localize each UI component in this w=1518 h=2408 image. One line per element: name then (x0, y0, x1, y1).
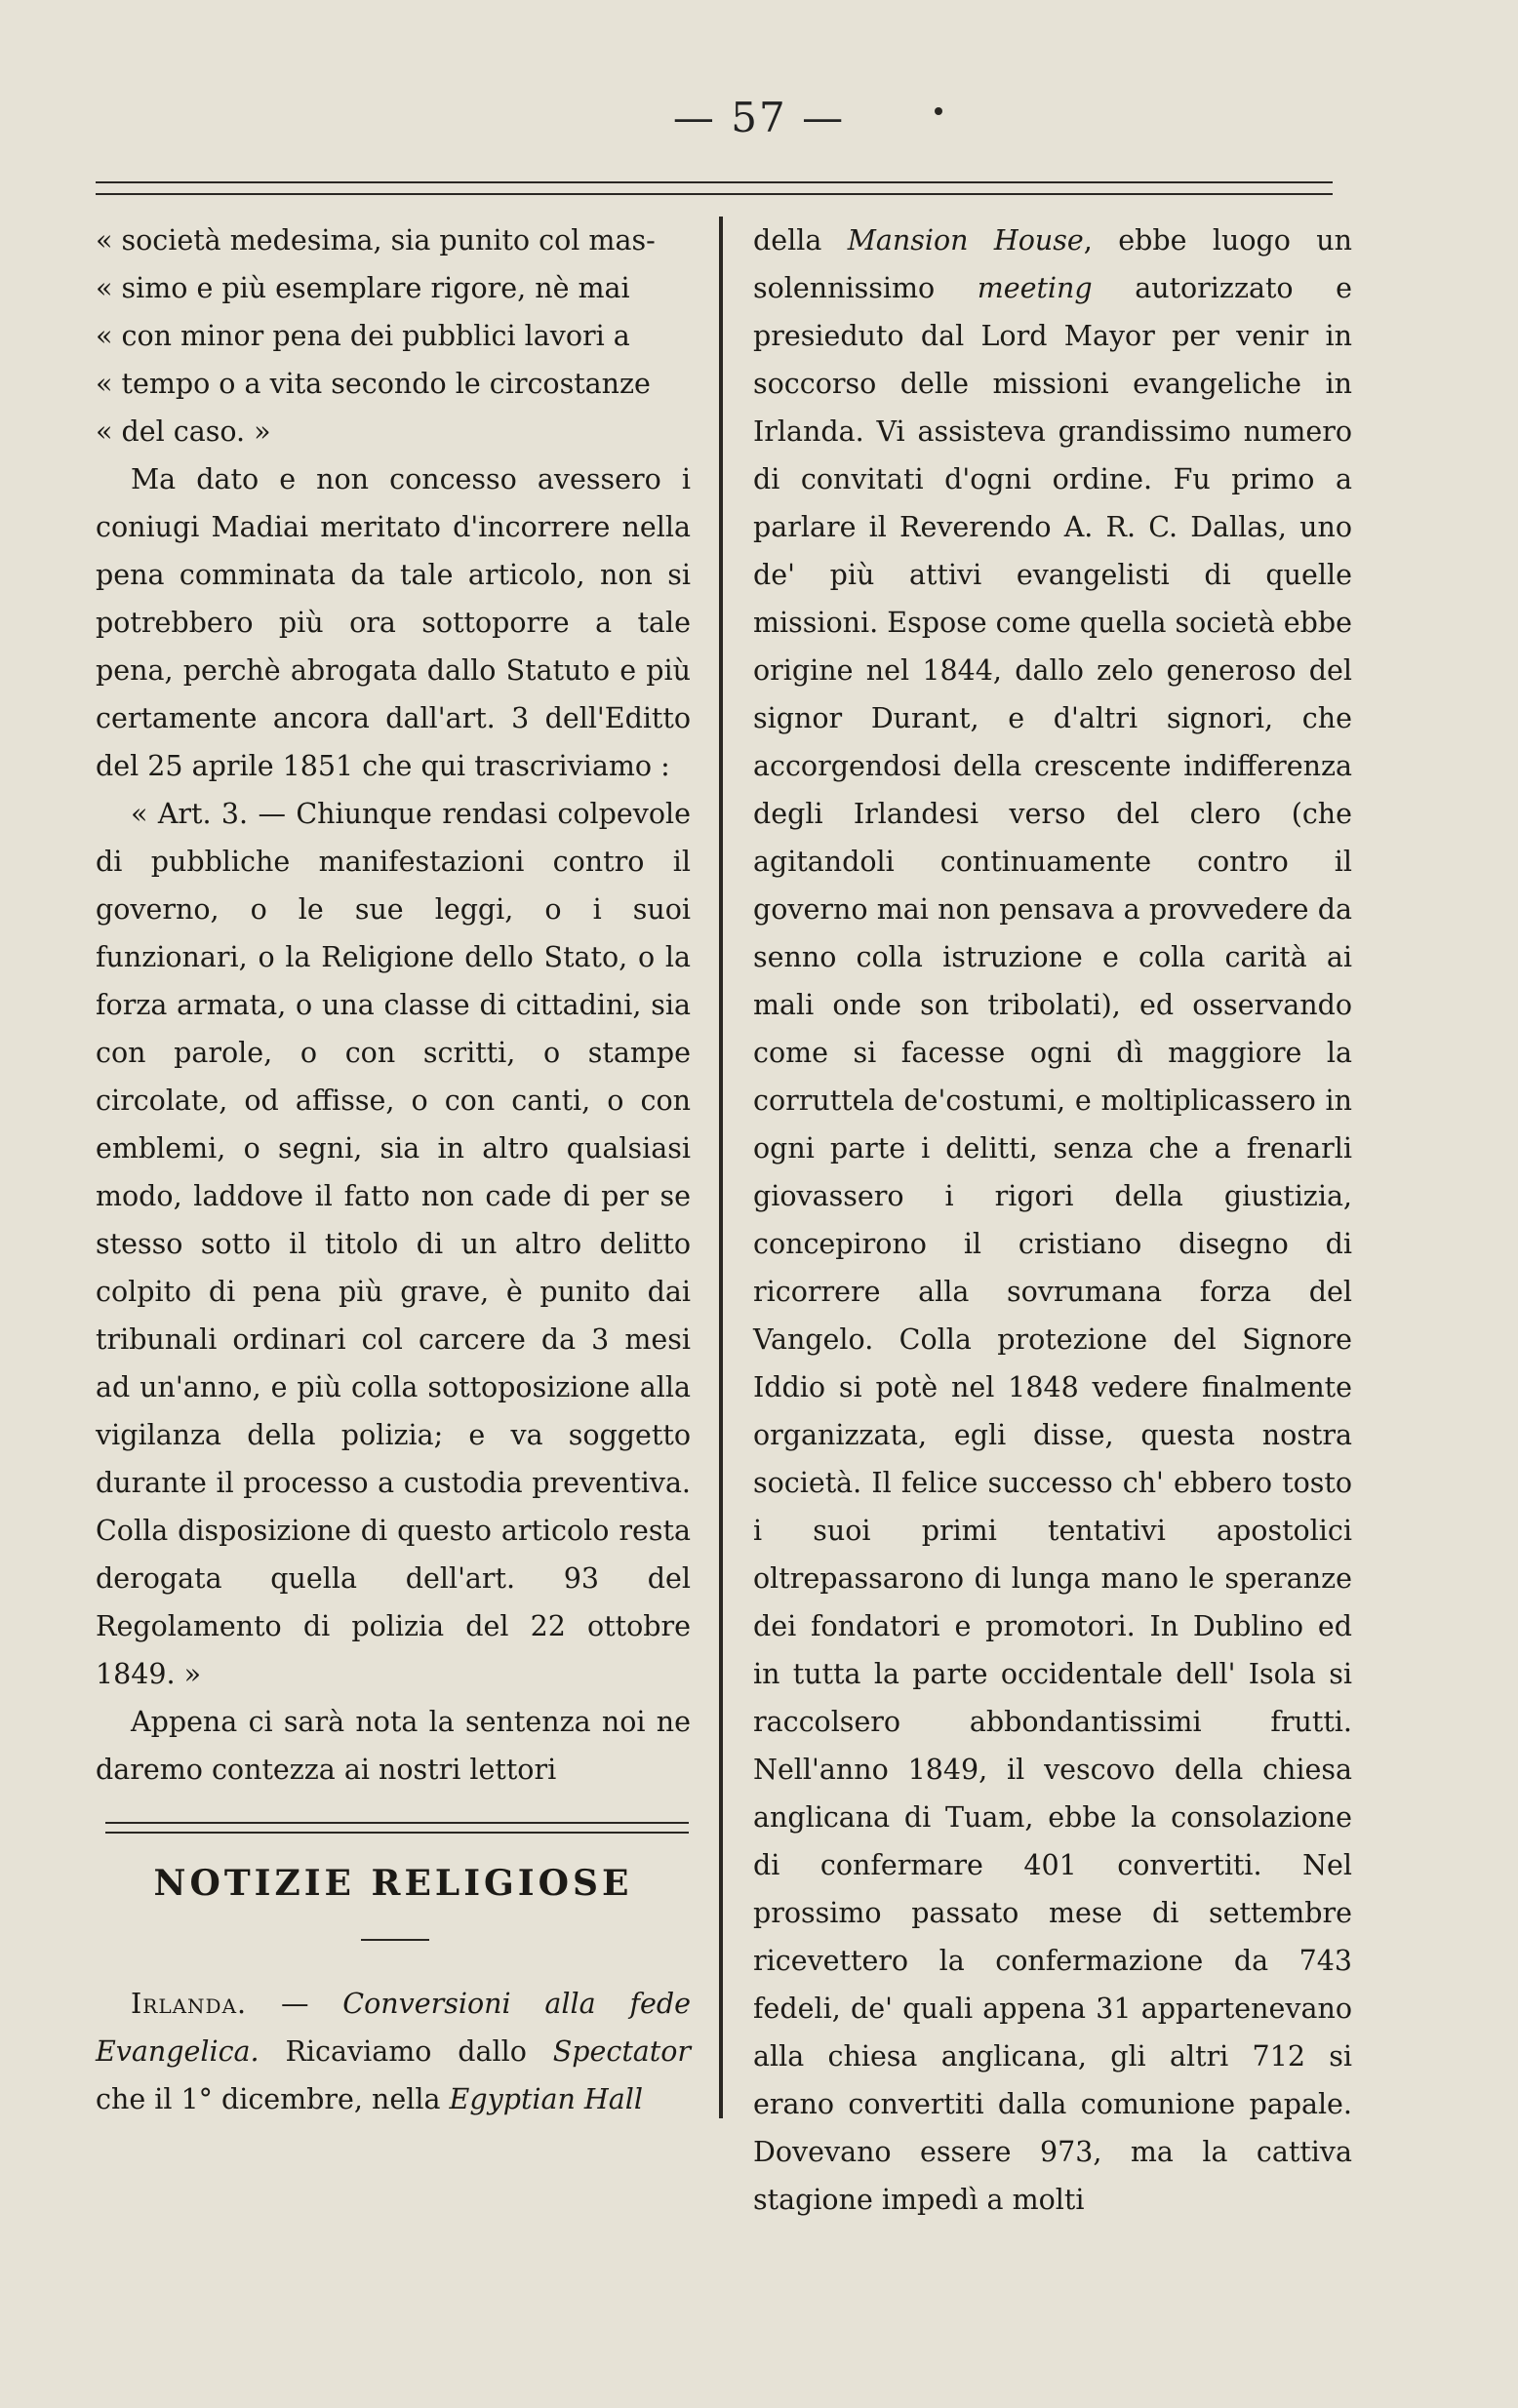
text-fragment: , ebbe luogo un solennissimo (753, 224, 1352, 304)
section-title: NOTIZIE RELIGIOSE (153, 1863, 633, 1904)
title-underline (361, 1939, 429, 1941)
place-name: Irlanda. (131, 1988, 248, 2020)
paragraph (753, 217, 1352, 2224)
dash: — (247, 1988, 343, 2020)
text-fragment: che il 1° dicembre, nella (96, 2083, 450, 2115)
header-rule (96, 181, 1333, 195)
venue-name: Mansion House (847, 224, 1084, 257)
ink-speck (935, 107, 942, 115)
quote-line: « con minor pena dei pubblici lavori a (96, 320, 630, 352)
religious-news (96, 1980, 691, 2123)
paragraph: Appena ci sarà nota la sentenza noi ne daremo contezza ai nostri lettori (96, 1706, 691, 1786)
quote-line: « del caso. » (96, 415, 271, 448)
section-rule (105, 1822, 689, 1834)
paragraph: « Art. 3. — Chiunque rendasi colpevole di pubbliche manifestazioni contro il governo, o le sue leggi, o i suoi funzionari, o la Religione dello Stato, o la forza armata, o una classe di cittadini, sia con parole, o con scritti, o stampe circolate, od affisse, o con canti, o con emblemi, o segni, sia in altro qualsiasi modo, laddove il fatto non cade di per se stesso sotto il titolo di un altro delitto colpito di pena più grave, è punito dai tribunali ordinari col carcere da 3 mesi ad un'anno, e più colla sottoposizione alla vigilanza della polizia; e va soggetto durante il processo a custodia preventiva. Colla disposizione di questo articolo resta derogata quella dell'art. 93 del Regolamento di polizia del 22 ottobre 1849. » (96, 798, 691, 1690)
column-divider (719, 217, 723, 2118)
left-column (96, 217, 691, 1794)
paragraph: Ma dato e non concesso avessero i coniugi Madiai meritato d'incorrere nella pena comminata da tale articolo, non si potrebbero più ora sottoporre a tale pena, perchè abrogata dallo Statuto e più certamente ancora dall'art. 3 dell'Editto del 25 aprile 1851 che qui trascriviamo : (96, 463, 691, 782)
meeting-word: meeting (977, 272, 1093, 304)
venue-name: Egyptian Hall (449, 2083, 643, 2115)
quote-line: « simo e più esemplare rigore, nè mai (96, 272, 630, 304)
news-paragraph (96, 1980, 691, 2123)
text-fragment: della (753, 224, 848, 257)
text-fragment: autorizzato e presieduto dal Lord Mayor per venir in soccorso delle missioni evangeliche in Irlanda. Vi assisteva grandissimo numero di convitati d'ogni ordine. Fu primo a parlare il Reverendo A. R. C. Dallas, uno de' più attivi evangelisti di quelle missioni. Espose come quella società ebbe origine nel 1844, dallo zelo generoso del signor Durant, e d'altri signori, che accorgendosi della crescente indifferenza degli Irlandesi verso del clero (che agitandoli continuamente contro il governo mai non pensava a provvedere da senno colla istruzione e colla carità ai mali onde son tribolati), ed osservando come si facesse ogni dì maggiore la corruttela de'costumi, e moltiplicassero in ogni parte i delitti, senza che a frenarli giovassero i rigori della giustizia, concepirono il cristiano disegno di ricorrere alla sovrumana forza del Vangelo. Colla protezione del Signore Iddio si potè nel 1848 vedere finalmente organizzata, egli disse, questa nostra società. Il felice successo ch' ebbero tosto i suoi primi tentativi apostolici oltrepassarono di lunga mano le speranze dei fondatori e promotori. In Dublino ed in tutta la parte occidentale dell' Isola si raccolsero abbondantissimi frutti. Nell'anno 1849, il vescovo della chiesa anglicana di Tuam, ebbe la consolazione di confermare 401 convertiti. Nel prossimo passato mese di settembre ricevettero la confermazione da 743 fedeli, de' quali appena 31 appartenevano alla chiesa anglicana, gli altri 712 si erano convertiti dalla comunione papale. Dovevano essere 973, ma la cattiva stagione impedì a molti (753, 272, 1352, 2216)
quote-line: « tempo o a vita secondo le circostanze (96, 368, 651, 400)
news-subtitle: Conversioni alla fede Evangelica. (96, 1988, 692, 2068)
right-column (753, 217, 1352, 2224)
text-fragment: Ricaviamo dallo (259, 2035, 553, 2068)
page-number: — 57 — (672, 94, 846, 141)
publication-name: Spectator (552, 2035, 691, 2068)
quote-line: « società medesima, sia punito col mas- (96, 224, 656, 257)
